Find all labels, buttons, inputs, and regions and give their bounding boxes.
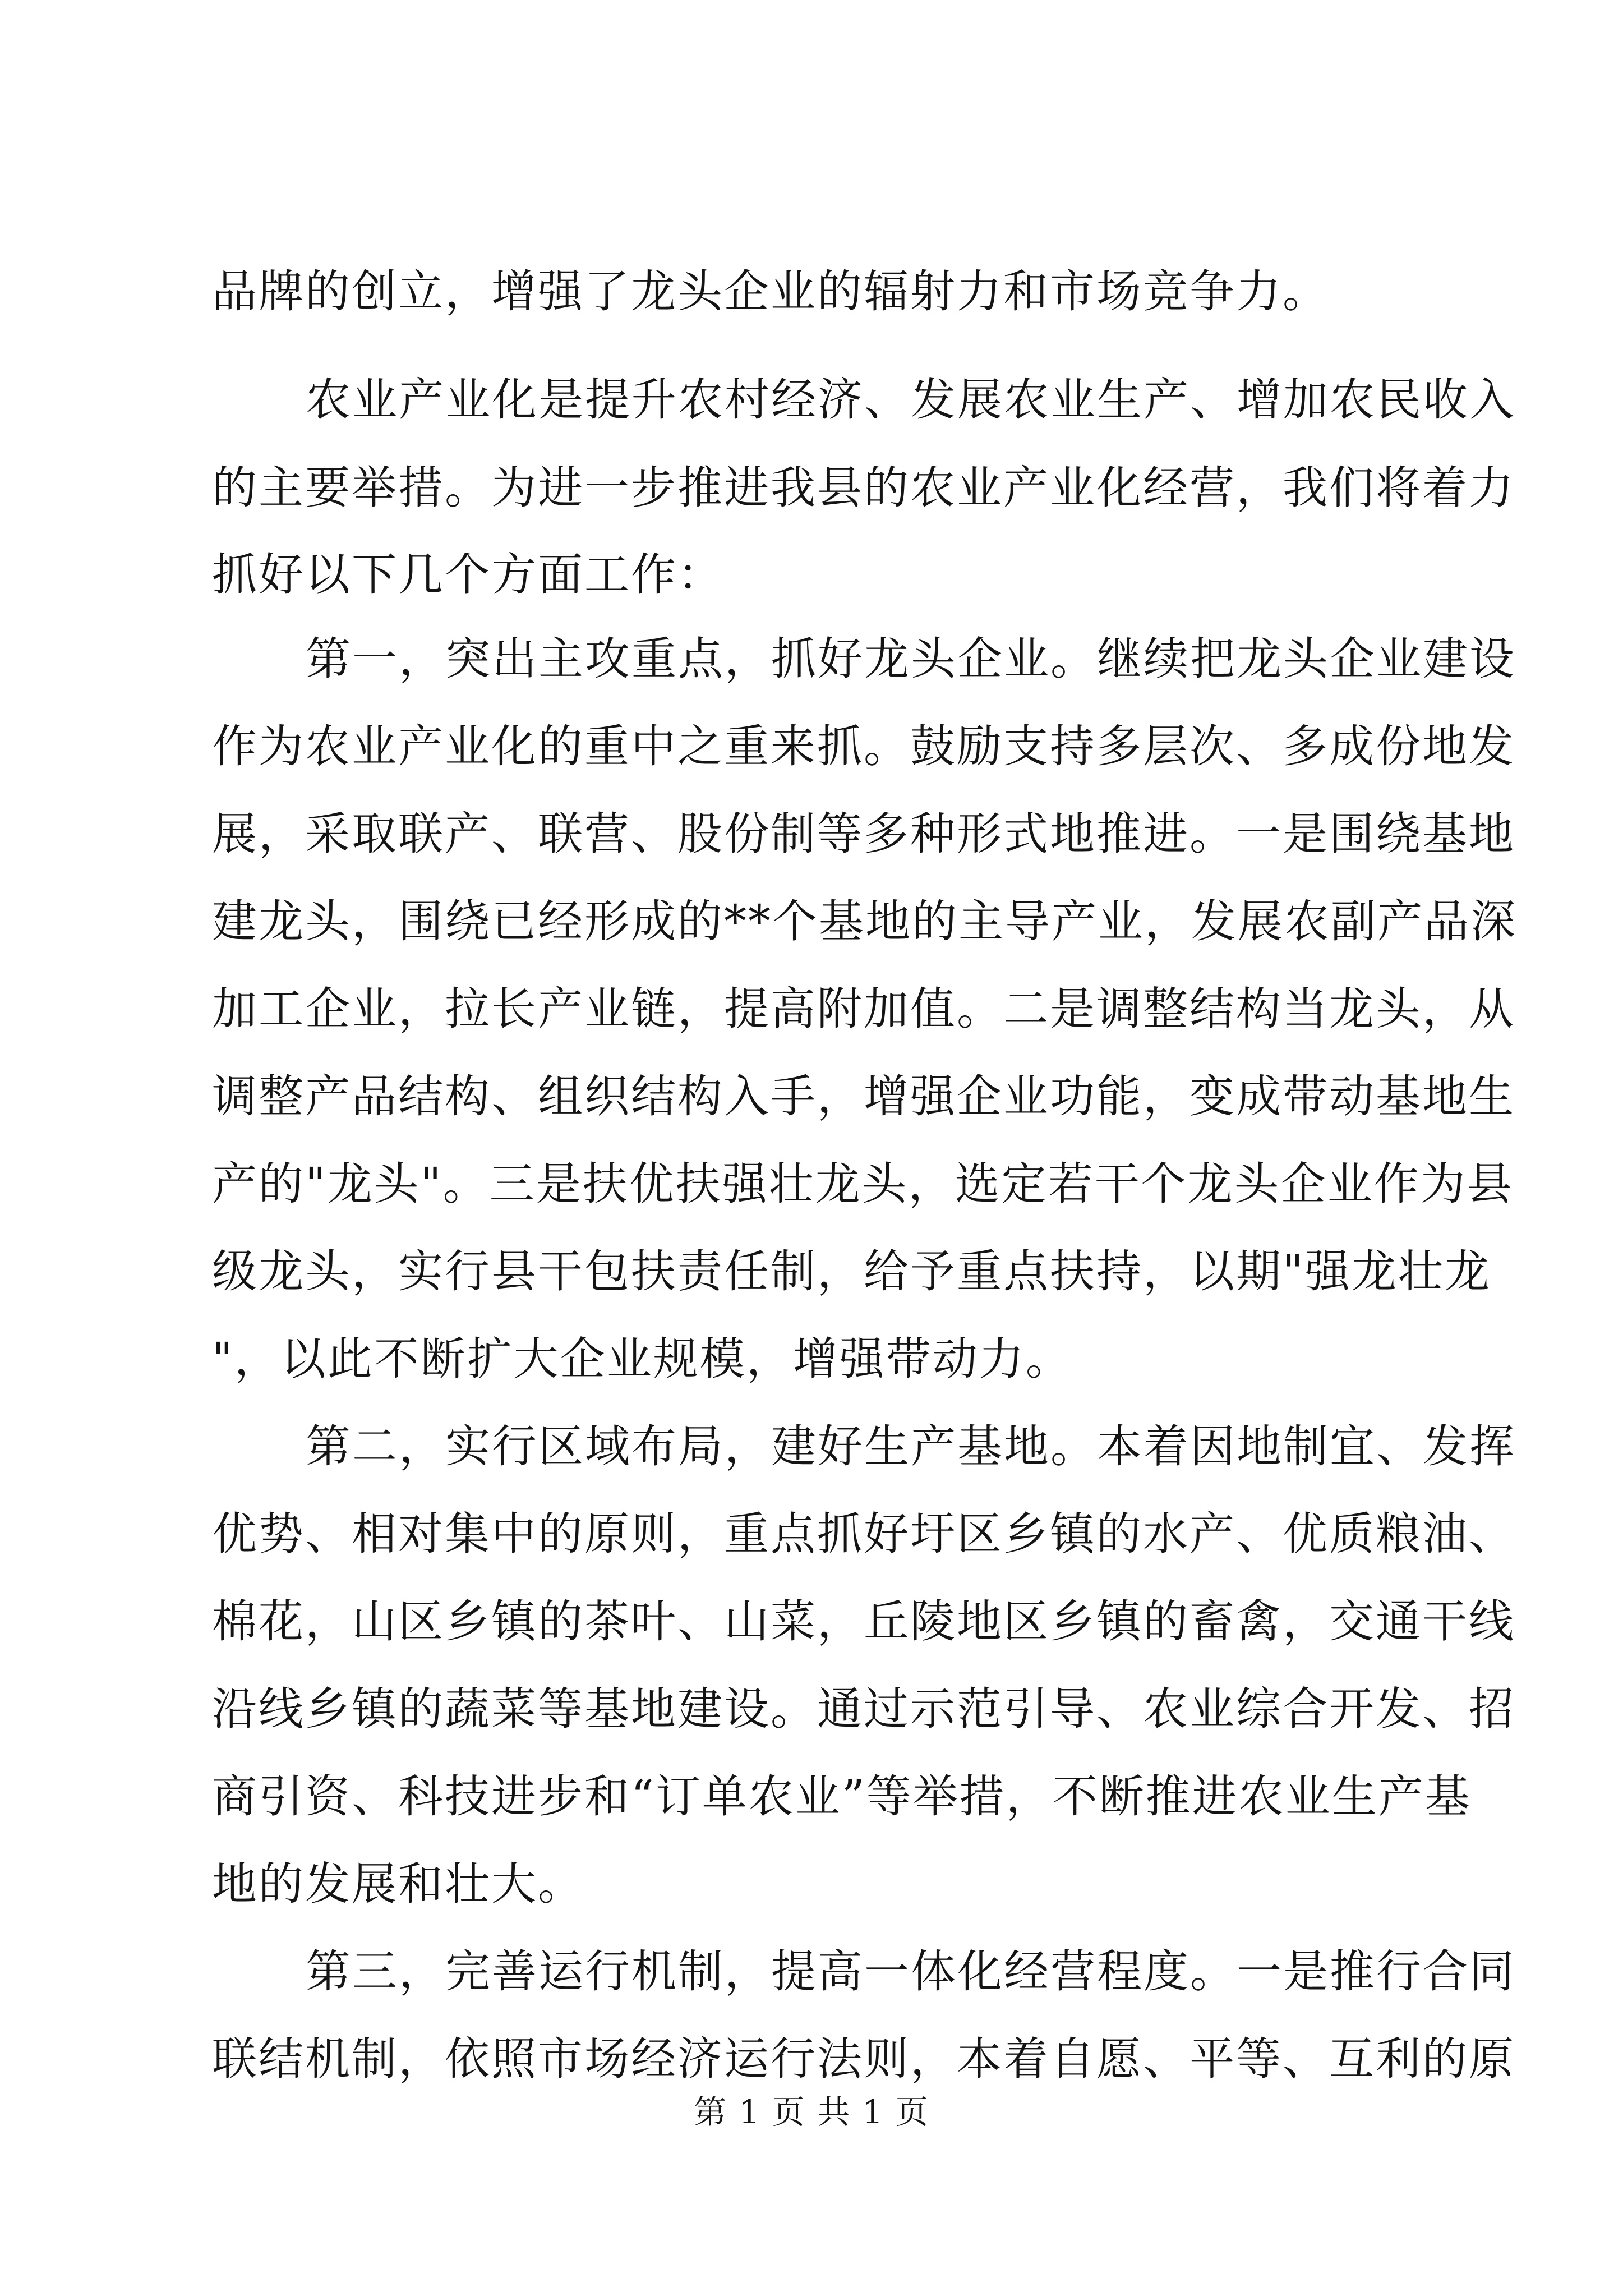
text-line: 产的"龙头"。三是扶优扶强壮龙头，选定若干个龙头企业作为县 <box>212 1158 1514 1210</box>
text-line: 建龙头，围绕已经形成的**个基地的主导产业，发展农副产品深 <box>212 895 1517 947</box>
page-footer: 第 1 页 共 1 页 <box>694 2093 929 2131</box>
text-line: 地的发展和壮大。 <box>212 1858 584 1910</box>
text-line: 加工企业，拉长产业链，提高附加值。二是调整结构当龙头，从 <box>212 983 1515 1035</box>
text-line: 抓好以下几个方面工作： <box>212 549 724 601</box>
text-line: 展，采取联产、联营、股份制等多种形式地推进。一是围绕基地 <box>212 808 1515 860</box>
text-line: 优势、相对集中的原则，重点抓好圩区乡镇的水产、优质粮油、 <box>212 1508 1515 1560</box>
text-line: 调整产品结构、组织结构入手，增强企业功能，变成带动基地生 <box>212 1070 1515 1122</box>
text-line: 商引资、科技进步和“订单农业”等举措，不断推进农业生产基 <box>212 1770 1472 1823</box>
text-line: 品牌的创立，增强了龙头企业的辐射力和市场竞争力。 <box>212 265 1329 318</box>
text-line: 作为农业产业化的重中之重来抓。鼓励支持多层次、多成份地发 <box>212 720 1515 772</box>
text-line: "，以此不断扩大企业规模，增强带动力。 <box>212 1333 1072 1385</box>
text-line: 联结机制，依照市场经济运行法则，本着自愿、平等、互利的原 <box>212 2033 1515 2085</box>
text-line: 级龙头，实行县干包扶责任制，给予重点扶持，以期"强龙壮龙 <box>212 1245 1491 1297</box>
text-line: 棉花，山区乡镇的茶叶、山菜，丘陵地区乡镇的畜禽，交通干线 <box>212 1595 1515 1648</box>
text-line: 第一，突出主攻重点，抓好龙头企业。继续把龙头企业建设 <box>306 633 1516 685</box>
text-line: 农业产业化是提升农村经济、发展农业生产、增加农民收入 <box>306 374 1516 426</box>
text-line: 第二，实行区域布局，建好生产基地。本着因地制宜、发挥 <box>306 1420 1516 1473</box>
text-line: 第三，完善运行机制，提高一体化经营程度。一是推行合同 <box>306 1945 1516 1998</box>
text-line: 沿线乡镇的蔬菜等基地建设。通过示范引导、农业综合开发、招 <box>212 1683 1515 1735</box>
text-line: 的主要举措。为进一步推进我县的农业产业化经营，我们将着力 <box>212 462 1515 514</box>
